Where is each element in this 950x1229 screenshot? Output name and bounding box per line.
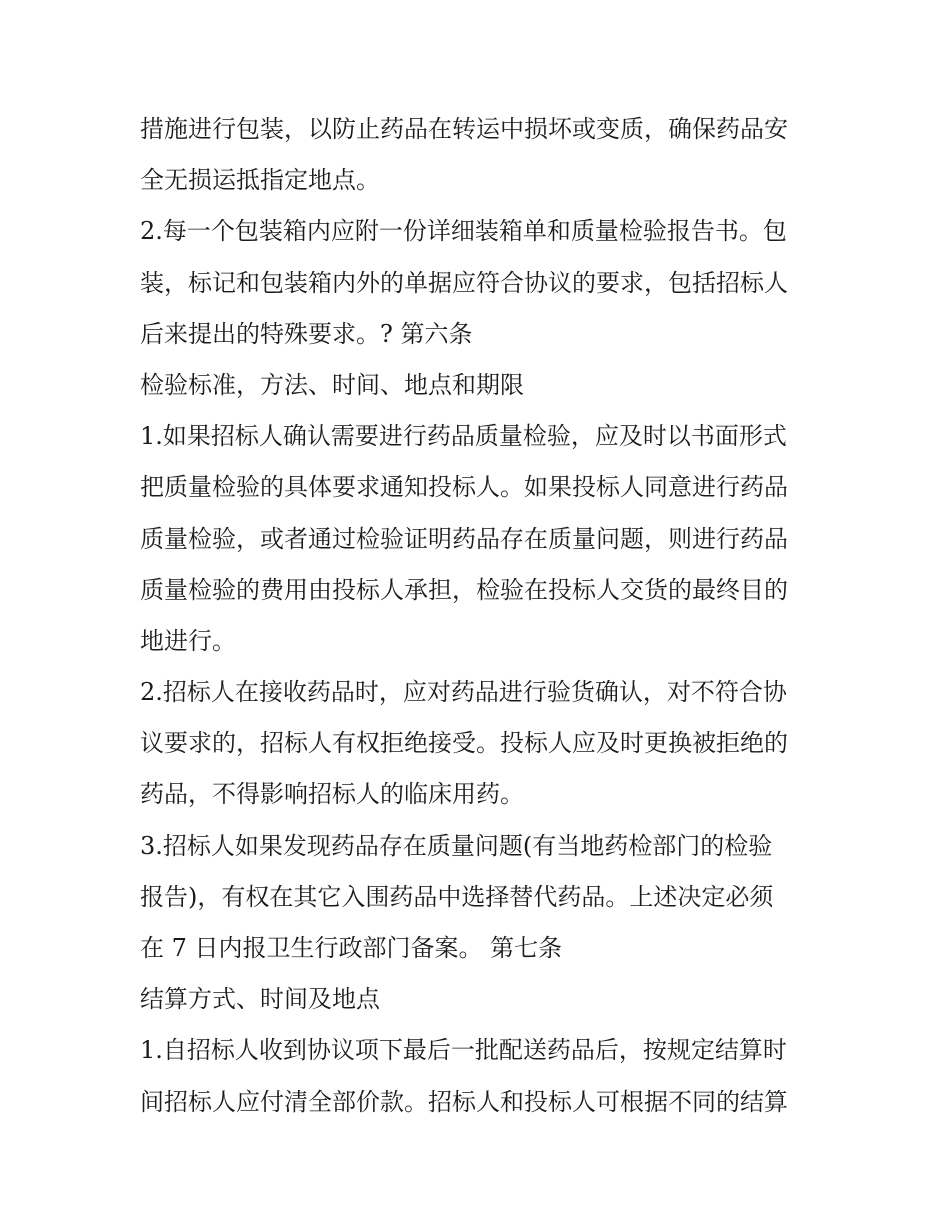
section-heading: 检验标准，方法、时间、地点和期限 [140,370,524,399]
text-line: 2.每一个包装箱内应附一份详细装箱单和质量检验报告书。包 [140,217,787,246]
text-line: 装，标记和包装箱内外的单据应符合协议的要求，包括招标人 [140,268,788,297]
text-line: 后来提出的特殊要求。? 第六条 [140,319,473,348]
section-heading: 结算方式、时间及地点 [140,985,380,1014]
text-line: 在 7 日内报卫生行政部门备案。 第七条 [140,934,563,962]
text-line: 1.如果招标人确认需要进行药品质量检验，应及时以书面形式 [140,422,787,451]
text-line: 地进行。 [140,626,236,655]
text-line: 质量检验的费用由投标人承担，检验在投标人交货的最终目的 [140,575,788,604]
text-line: 全无损运抵指定地点。 [140,166,380,195]
text-line: 质量检验，或者通过检验证明药品存在质量问题，则进行药品 [140,524,788,553]
text-line: 议要求的，招标人有权拒绝接受。投标人应及时更换被拒绝的 [140,729,788,758]
text-line: 报告)，有权在其它入围药品中选择替代药品。上述决定必须 [140,882,774,911]
document-body [140,104,830,1128]
text-line: 1.自招标人收到协议项下最后一批配送药品后，按规定结算时 [140,1036,787,1065]
text-line: 2.招标人在接收药品时，应对药品进行验货确认，对不符合协 [140,678,787,707]
text-line: 措施进行包装，以防止药品在转运中损坏或变质，确保药品安 [140,115,788,143]
text-line: 间招标人应付清全部价款。招标人和投标人可根据不同的结算 [140,1087,788,1116]
text-line: 把质量检验的具体要求通知投标人。如果投标人同意进行药品 [140,473,788,502]
text-line: 药品，不得影响招标人的临床用药。 [140,780,524,809]
text-line: 3.招标人如果发现药品存在质量问题(有当地药检部门的检验 [140,831,773,860]
